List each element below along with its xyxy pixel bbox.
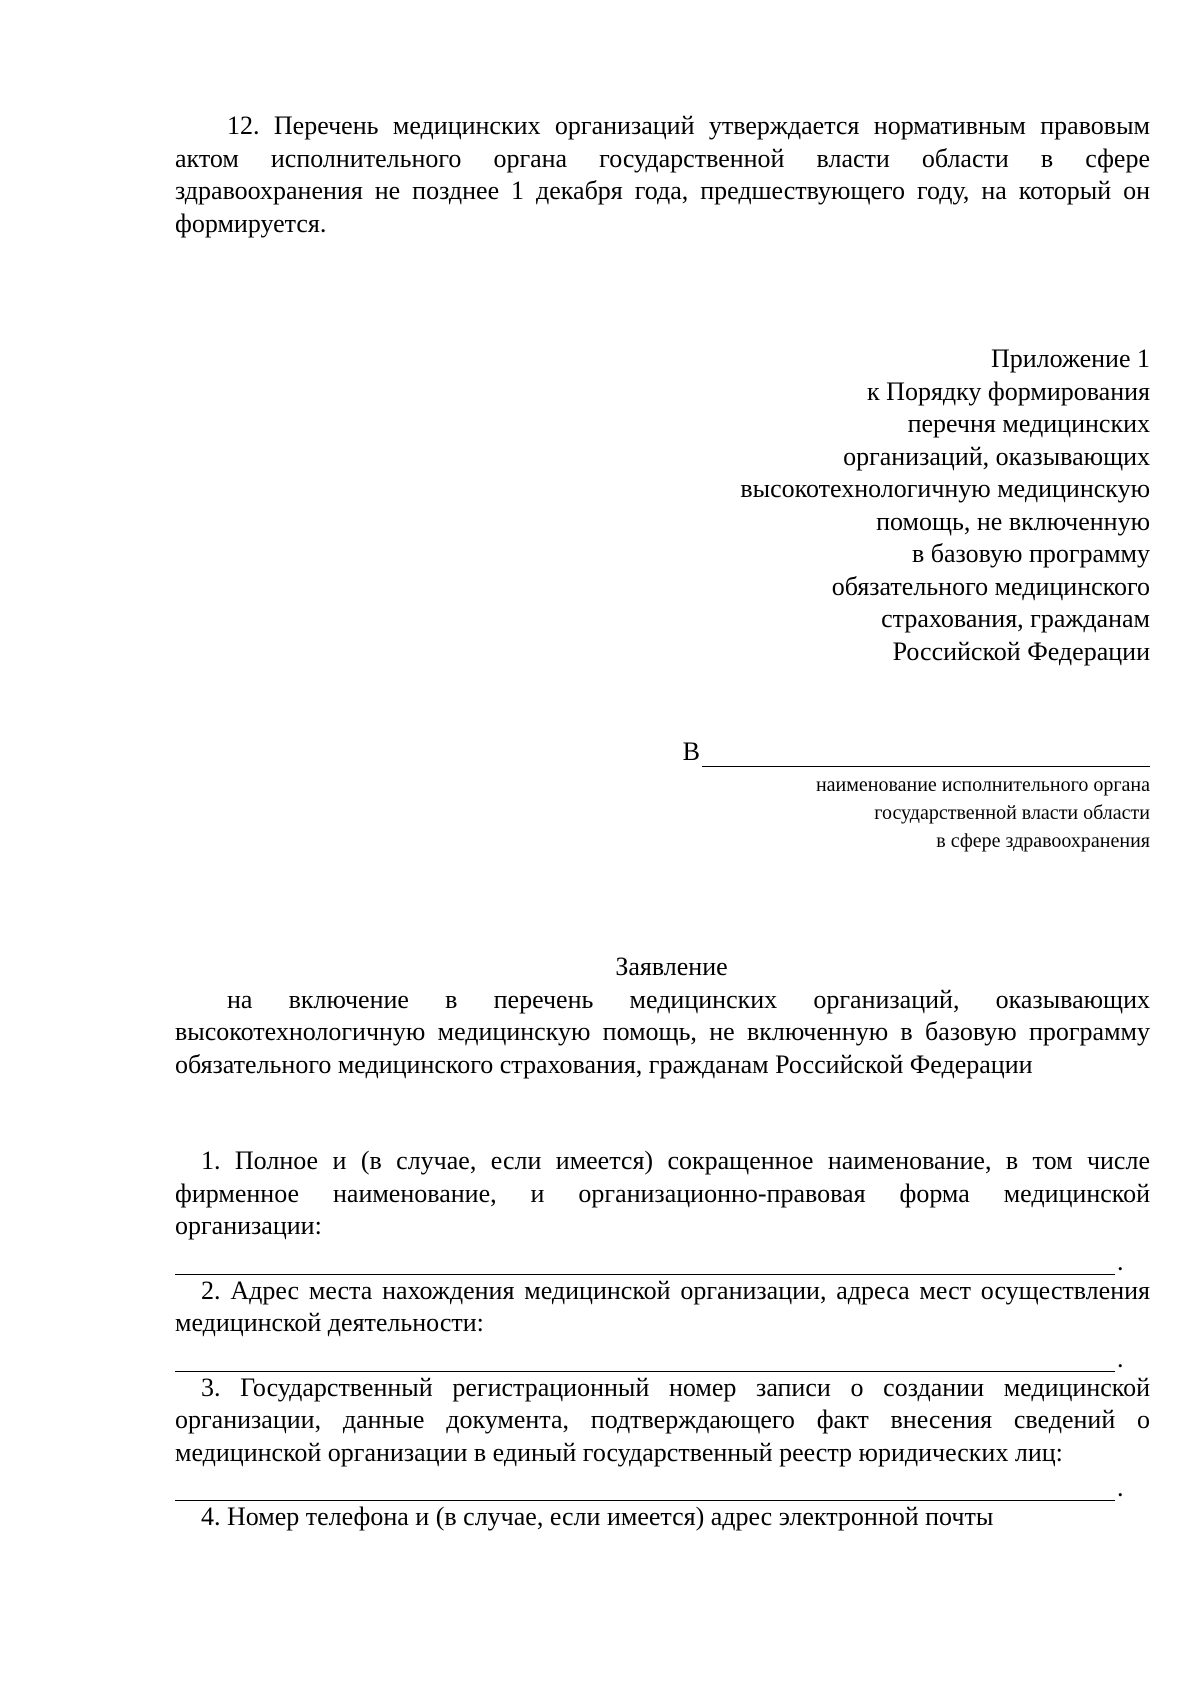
item-3-text: 3. Государственный регистрационный номер записи о создании медицинской организации, данные документа, подтверждающего факт внесения сведений о медицинской организации в единый государственный реестр юридических лиц: bbox=[175, 1372, 1150, 1467]
addressee-caption-line: в сфере здравоохранения bbox=[936, 830, 1150, 852]
item-2-blank-field[interactable] bbox=[175, 1345, 1115, 1372]
item-3-blank-field[interactable] bbox=[175, 1474, 1115, 1501]
item-3-fill-line[interactable] bbox=[175, 1469, 1150, 1501]
item-1-text: 1. Полное и (в случае, если имеется) сокращенное наименование, в том числе фирменное наименование, и организационно-правовая форма медицинской организации: bbox=[175, 1146, 1150, 1240]
appendix-line: высокотехнологичную медицинскую bbox=[740, 474, 1150, 503]
item-4-text: 4. Номер телефона и (в случае, если имеется) адрес электронной почты bbox=[201, 1502, 994, 1531]
item-2-text: 2. Адрес места нахождения медицинской организации, адреса мест осуществления медицинской деятельности: bbox=[175, 1275, 1150, 1337]
appendix-line: в базовую программу bbox=[912, 539, 1150, 568]
addressee-caption bbox=[670, 771, 1150, 855]
statement-heading bbox=[175, 951, 1150, 1081]
section-12-text: 12. Перечень медицинских организаций утверждается нормативным правовым актом исполнительного органа государственной власти области в сфере здравоохранения не позднее 1 декабря года, предшествующего году, на который он формируется. bbox=[175, 111, 1150, 238]
appendix-header bbox=[630, 343, 1150, 668]
appendix-line: обязательного медицинского bbox=[831, 571, 1150, 601]
item-1-blank-field[interactable] bbox=[175, 1248, 1115, 1275]
appendix-line: Приложение 1 bbox=[990, 344, 1150, 373]
addressee-line bbox=[670, 737, 1150, 767]
statement-items bbox=[175, 1145, 1150, 1534]
statement-title: Заявление bbox=[615, 952, 728, 981]
item-1-fill-line[interactable] bbox=[175, 1243, 1150, 1275]
item-2-end: . bbox=[1117, 1343, 1124, 1373]
addressee-caption-line: государственной власти области bbox=[874, 802, 1150, 824]
addressee-caption-line: наименование исполнительного органа bbox=[815, 774, 1150, 796]
appendix-line: к Порядку формирования bbox=[867, 376, 1150, 406]
item-1-end: . bbox=[1117, 1246, 1124, 1276]
appendix-line: перечня медицинских bbox=[907, 409, 1150, 438]
appendix-line: организаций, оказывающих bbox=[843, 441, 1150, 471]
item-3-end: . bbox=[1117, 1473, 1124, 1502]
item-2-fill-line[interactable] bbox=[175, 1340, 1150, 1372]
statement-subtitle: на включение в перечень медицинских организаций, оказывающих высокотехнологичную медицинскую помощь, не включенную в базовую программу обязательного медицинского страхования, гражданам Российской Федерации bbox=[175, 984, 1150, 1079]
appendix-line: страхования, гражданам bbox=[881, 604, 1150, 633]
addressee-prefix: В bbox=[682, 737, 700, 766]
addressee-blank-field[interactable] bbox=[702, 742, 1150, 767]
appendix-line: помощь, не включенную bbox=[876, 506, 1150, 536]
appendix-line: Российской Федерации bbox=[892, 636, 1150, 666]
addressee-block bbox=[670, 737, 1150, 855]
section-12 bbox=[175, 110, 1150, 240]
